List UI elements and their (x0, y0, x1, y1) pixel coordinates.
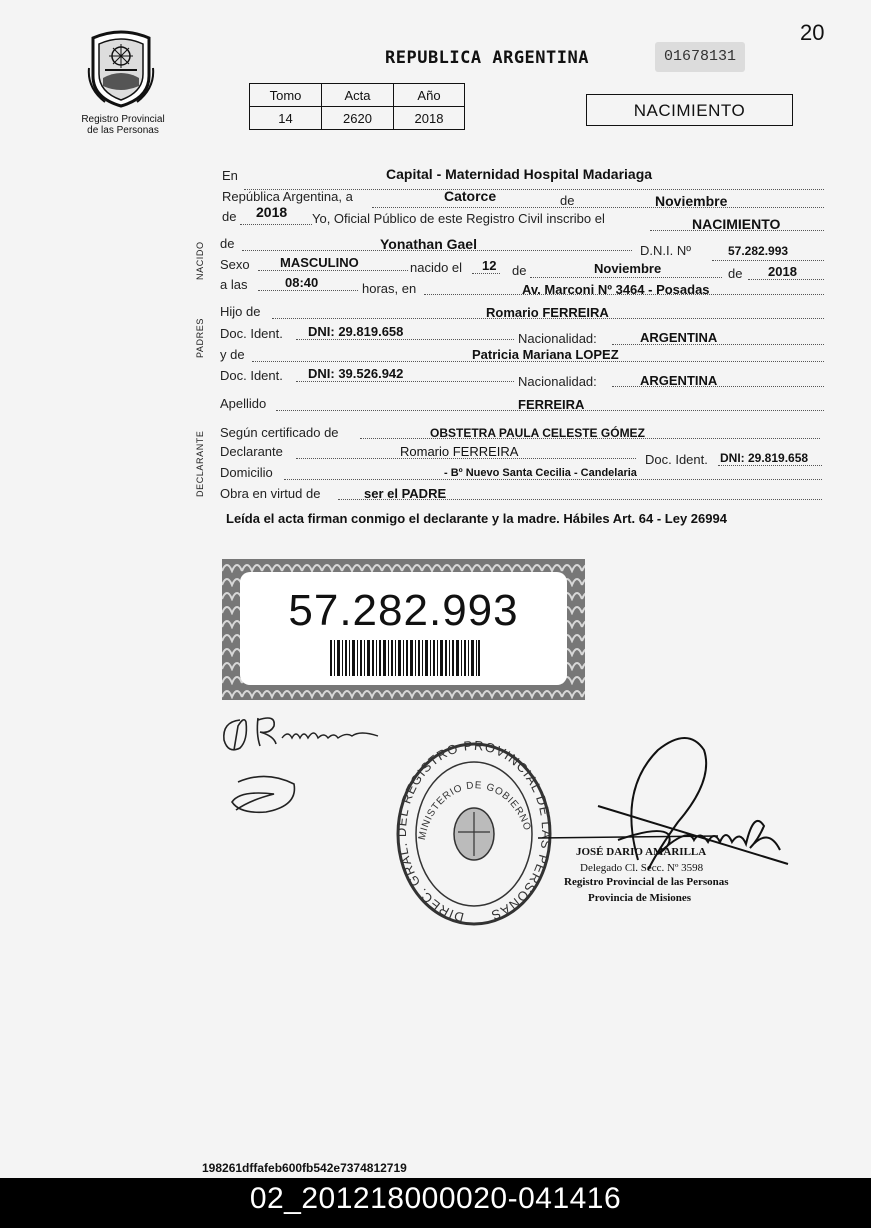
registry-header-acta: Acta (322, 84, 394, 107)
label-de-year: de (222, 209, 237, 224)
side-label-nacido: NACIDO (195, 241, 205, 280)
dotted-line (530, 277, 722, 278)
registry-value-anio: 2018 (394, 107, 465, 130)
value-father-doc: DNI: 29.819.658 (308, 324, 404, 339)
value-certificado: OBSTETRA PAULA CELESTE GÓMEZ (430, 426, 645, 440)
value-mother-doc: DNI: 39.526.942 (308, 366, 404, 381)
sticker-inner (240, 572, 567, 685)
label-apellido: Apellido (220, 396, 267, 411)
dotted-line (748, 279, 824, 280)
label-birth-year-de: de (728, 266, 743, 281)
value-act-word: NACIMIENTO (692, 216, 781, 232)
label-doc-ident-declarante: Doc. Ident. (645, 452, 708, 467)
label-nacido-el: nacido el (410, 260, 463, 275)
logo-caption (70, 114, 176, 136)
serial-number: 01678131 (655, 42, 745, 72)
value-place-of-act: Capital - Maternidad Hospital Madariaga (386, 166, 653, 182)
label-de-month: de (560, 193, 575, 208)
footer-id: 02_201218000020-041416 (249, 1182, 622, 1215)
value-day-word: Catorce (444, 188, 497, 204)
value-birth-place: Av. Marconi Nº 3464 - Posadas (522, 282, 710, 297)
value-domicilio: - Bº Nuevo Santa Cecilia - Candelaria (444, 467, 637, 479)
value-birth-year: 2018 (768, 264, 797, 279)
act-type-box: NACIMIENTO (586, 94, 793, 126)
value-mother-name: Patricia Mariana LOPEZ (472, 347, 619, 362)
dotted-line (712, 260, 824, 261)
page-number: 20 (800, 20, 825, 45)
label-y-de: y de (220, 347, 245, 362)
value-declarante: Romario FERREIRA (400, 444, 519, 459)
value-father-name: Romario FERREIRA (486, 305, 609, 320)
dotted-line (472, 273, 500, 274)
coat-of-arms-logo (85, 28, 157, 108)
value-child-name: Yonathan Gael (380, 236, 477, 252)
label-birth-de: de (512, 263, 527, 278)
side-label-padres: PADRES (195, 318, 205, 358)
official-role: Delegado Cl. Secc. Nº 3598 (580, 862, 704, 874)
label-republica: República Argentina, a (222, 189, 353, 204)
seal-inner-text: MINISTERIO DE GOBIERNO (416, 780, 533, 841)
label-nacionalidad-father: Nacionalidad: (518, 331, 597, 346)
declarant-signature (218, 710, 388, 830)
value-time: 08:40 (285, 275, 319, 290)
label-a-las: a las (220, 277, 248, 292)
value-mother-nationality: ARGENTINA (640, 373, 718, 388)
footer-bar (0, 1178, 871, 1228)
registry-header-tomo: Tomo (250, 84, 322, 107)
registry-value-tomo: 14 (250, 107, 322, 130)
barcode-icon (330, 640, 480, 676)
dotted-line (240, 224, 312, 225)
label-oficial-text: Yo, Oficial Público de este Registro Civil inscribo el (312, 211, 605, 226)
dotted-line (296, 381, 514, 382)
label-dni: D.N.I. Nº (640, 243, 691, 258)
side-label-declarante: DECLARANTE (195, 430, 205, 497)
dotted-line (296, 339, 514, 340)
value-father-nationality: ARGENTINA (640, 330, 718, 345)
closing-note: Leída el acta firman conmigo el declarante y la madre. Hábiles Art. 64 - Ley 26994 (226, 511, 727, 526)
seal-outer-text: DIREC. GRAL. DEL REGISTRO PROVINCIAL DE LAS PERSONAS (394, 738, 554, 926)
label-segun-certificado: Según certificado de (220, 425, 339, 440)
value-declarante-doc: DNI: 29.819.658 (720, 451, 809, 465)
label-domicilio: Domicilio (220, 465, 273, 480)
value-child-dni: 57.282.993 (728, 244, 789, 258)
registry-table (249, 83, 465, 130)
label-horas-en: horas, en (362, 281, 417, 296)
label-declarante: Declarante (220, 444, 283, 459)
dotted-line (258, 270, 408, 271)
value-year: 2018 (256, 204, 288, 220)
value-month: Noviembre (655, 193, 728, 209)
registry-table-value-row (250, 107, 465, 130)
dotted-line (372, 207, 824, 208)
value-sexo: MASCULINO (280, 255, 359, 270)
label-obra: Obra en virtud de (220, 486, 321, 501)
registry-table-header-row (250, 84, 465, 107)
label-doc-ident-mother: Doc. Ident. (220, 368, 283, 383)
label-de-name: de (220, 236, 235, 251)
registry-header-anio: Año (394, 84, 465, 107)
value-birth-day: 12 (482, 258, 497, 273)
sticker-dni-number: 57.282.993 (288, 586, 519, 635)
dotted-line (258, 290, 358, 291)
document-title: REPUBLICA ARGENTINA (385, 48, 589, 68)
logo-caption-text: Registro Provincial de las Personas (81, 114, 165, 136)
registry-value-acta: 2620 (322, 107, 394, 130)
label-nacionalidad-mother: Nacionalidad: (518, 374, 597, 389)
value-obra: ser el PADRE (364, 486, 447, 501)
official-office: Registro Provincial de las Personas (564, 876, 729, 888)
dotted-line (284, 479, 822, 480)
document-hash: 198261dffafeb600fb542e7374812719 (202, 1161, 407, 1175)
official-name: JOSÉ DARIO AMARILLA (576, 846, 707, 858)
dni-sticker (222, 559, 585, 700)
label-sexo: Sexo (220, 257, 250, 272)
value-birth-month: Noviembre (594, 261, 662, 276)
label-en: En (222, 168, 238, 183)
label-doc-ident-father: Doc. Ident. (220, 326, 283, 341)
dotted-line (718, 465, 822, 466)
official-province: Provincia de Misiones (588, 892, 692, 904)
label-hijo-de: Hijo de (220, 304, 261, 319)
value-apellido: FERREIRA (518, 397, 585, 412)
